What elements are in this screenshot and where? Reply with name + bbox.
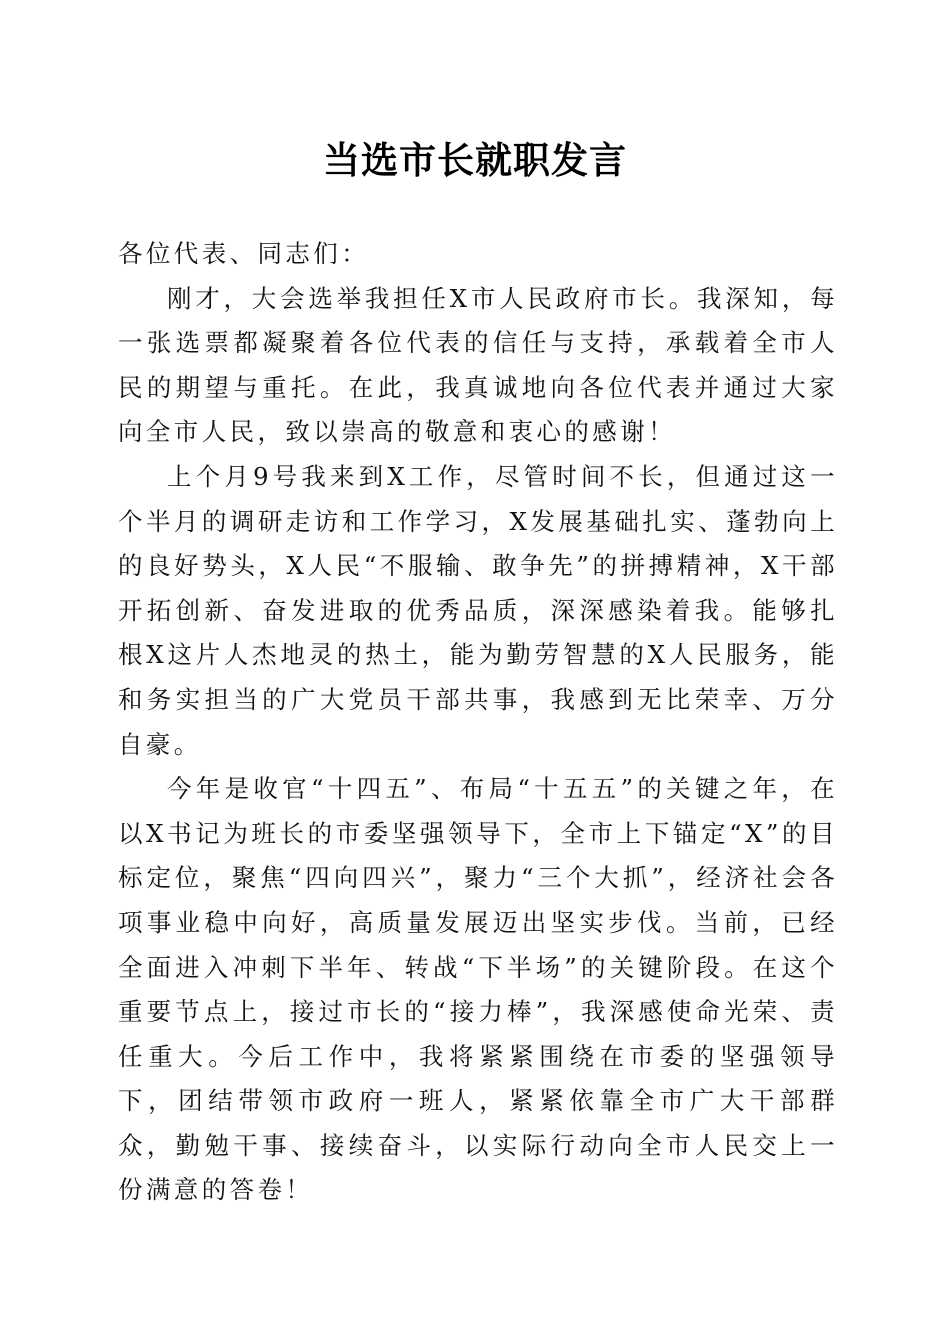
document-title: 当选市长就职发言 <box>323 138 627 182</box>
document-body <box>118 232 838 1213</box>
paragraph-3: 今年是收官“十四五”、布局“十五五”的关键之年，在以X书记为班长的市委坚强领导下，全市上下锚定“X”的目标定位，聚焦“四向四兴”，聚力“三个大抓”，经济社会各项事业稳中向好，高质量发展迈出坚实步伐。当前，已经全面进入冲刺下半年、转战“下半场”的关键阶段。在这个重要节点上，接过市长的“接力棒”，我深感使命光荣、责任重大。今后工作中，我将紧紧围绕在市委的坚强领导下，团结带领市政府一班人，紧紧依靠全市广大干部群众，勤勉干事、接续奋斗，以实际行动向全市人民交上一份满意的答卷！ <box>118 774 838 1205</box>
salutation: 各位代表、同志们： <box>118 239 370 268</box>
paragraph-1: 刚才，大会选举我担任X市人民政府市长。我深知，每一张选票都凝聚着各位代表的信任与支持，承载着全市人民的期望与重托。在此，我真诚地向各位代表并通过大家向全市人民，致以崇高的敬意和衷心的感谢！ <box>118 283 838 447</box>
paragraph-2: 上个月9号我来到X工作，尽管时间不长，但通过这一个半月的调研走访和工作学习，X发展基础扎实、蓬勃向上的良好势头，X人民“不服输、敢争先”的拼搏精神，X干部开拓创新、奋发进取的优秀品质，深深感染着我。能够扎根X这片人杰地灵的热土，能为勤劳智慧的X人民服务，能和务实担当的广大党员干部共事，我感到无比荣幸、万分自豪。 <box>118 461 838 759</box>
